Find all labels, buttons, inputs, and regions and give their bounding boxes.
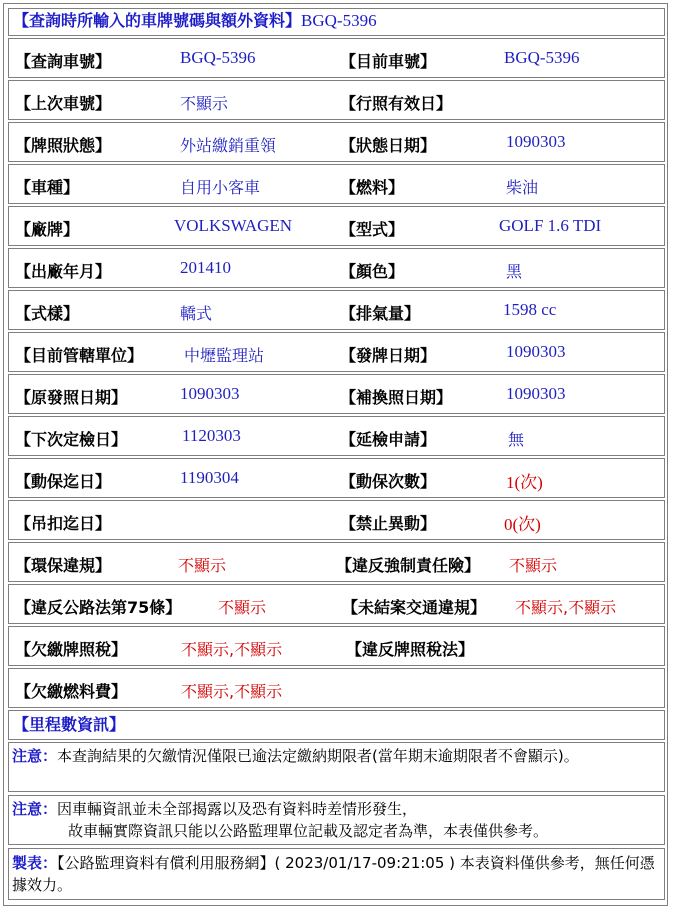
- label-unsettled-traffic-violation: 【未結案交通違規】: [342, 598, 487, 617]
- label-transfer-ban: 【禁止異動】: [340, 514, 437, 533]
- label-previous-plate: 【上次車號】: [15, 94, 112, 113]
- value-manufacture-date: 201410: [180, 258, 231, 277]
- label-unpaid-license-tax: 【欠繳牌照稅】: [15, 640, 128, 659]
- value-transfer-ban: 0(次): [504, 515, 541, 534]
- info-row: [8, 164, 665, 204]
- info-row: [8, 668, 665, 708]
- value-current-plate: BGQ-5396: [504, 48, 580, 67]
- label-lien-count: 【動保次數】: [340, 472, 437, 491]
- label-displacement: 【排氣量】: [340, 304, 421, 323]
- label-plate-issue-date: 【發牌日期】: [340, 346, 437, 365]
- mileage-section: [8, 710, 665, 740]
- value-displacement: 1598 cc: [503, 300, 557, 319]
- value-body-style: 轎式: [180, 304, 213, 323]
- label-body-style: 【式樣】: [15, 304, 80, 323]
- label-jurisdiction: 【目前管轄單位】: [15, 346, 144, 365]
- value-lien-end-date: 1190304: [180, 468, 239, 487]
- info-row: [8, 332, 665, 372]
- value-brand: VOLKSWAGEN: [174, 216, 293, 235]
- value-reissue-license-date: 1090303: [506, 384, 566, 403]
- label-current-plate: 【目前車號】: [340, 52, 437, 71]
- label-suspension-end-date: 【吊扣迄日】: [15, 514, 112, 533]
- value-model: GOLF 1.6 TDI: [499, 216, 602, 235]
- value-color: 黑: [506, 262, 523, 281]
- label-vehicle-type: 【車種】: [15, 178, 80, 197]
- note-overdue: [8, 742, 665, 792]
- note1-label: 注意：: [12, 747, 58, 765]
- value-unpaid-license-tax: 不顯示,不顯示: [181, 640, 283, 659]
- info-row: [8, 122, 665, 162]
- label-inspection-extension: 【延檢申請】: [340, 430, 437, 449]
- label-original-license-date: 【原發照日期】: [15, 388, 128, 407]
- label-license-valid-date: 【行照有效日】: [340, 94, 453, 113]
- value-unpaid-fuel-fee: 不顯示,不顯示: [181, 682, 283, 701]
- value-fuel: 柴油: [506, 178, 539, 197]
- footer-note: [8, 848, 665, 900]
- info-row: [8, 248, 665, 288]
- value-original-license-date: 1090303: [180, 384, 240, 403]
- info-row: [8, 206, 665, 246]
- label-highway-law-violation: 【違反公路法第75條】: [15, 598, 182, 617]
- info-row: [8, 374, 665, 414]
- label-license-tax-violation: 【違反牌照稅法】: [346, 640, 475, 659]
- label-plate-status: 【牌照狀態】: [15, 136, 112, 155]
- value-highway-law-violation: 不顯示: [218, 598, 267, 617]
- note-disclaimer: [8, 795, 665, 845]
- note1-text: 本查詢結果的欠繳情況僅限已逾法定繳納期限者(當年期末逾期限者不會顯示)。: [57, 747, 579, 765]
- label-unpaid-fuel-fee: 【欠繳燃料費】: [15, 682, 128, 701]
- page-title: [8, 8, 665, 36]
- label-lien-end-date: 【動保迄日】: [15, 472, 112, 491]
- value-environmental-violation: 不顯示: [178, 556, 227, 575]
- note2-line2: 故車輛實際資訊只能以公路監理單位記載及認定者為準，本表僅供參考。: [68, 822, 549, 840]
- value-inspection-extension: 無: [508, 430, 525, 449]
- note2-line1: 因車輛資訊並未全部揭露以及恐有資料時差情形發生，: [57, 800, 418, 818]
- info-row: [8, 500, 665, 540]
- value-previous-plate: 不顯示: [180, 94, 229, 113]
- info-row: [8, 458, 665, 498]
- value-plate-issue-date: 1090303: [506, 342, 566, 361]
- value-plate-status: 外站繳銷重領: [180, 136, 277, 155]
- title-plate: BGQ-5396: [301, 11, 377, 30]
- label-model: 【型式】: [340, 220, 405, 239]
- value-next-inspection: 1120303: [182, 426, 241, 445]
- label-color: 【顏色】: [340, 262, 405, 281]
- footer-label: 製表：: [12, 854, 58, 872]
- label-manufacture-date: 【出廠年月】: [15, 262, 112, 281]
- label-status-date: 【狀態日期】: [340, 136, 437, 155]
- info-row: [8, 416, 665, 456]
- info-row: [8, 290, 665, 330]
- mileage-title: 【里程數資訊】: [13, 715, 126, 734]
- footer-text: 【公路監理資料有償利用服務網】( 2023/01/17-09:21:05 ) 本表資料僅供參考，無任何憑據效力。: [12, 854, 655, 894]
- label-reissue-license-date: 【補換照日期】: [340, 388, 453, 407]
- note2-label: 注意：: [12, 800, 58, 818]
- value-insurance-violation: 不顯示: [509, 556, 558, 575]
- value-status-date: 1090303: [506, 132, 566, 151]
- info-row: [8, 542, 665, 582]
- info-row: [8, 38, 665, 78]
- title-text: 【查詢時所輸入的車牌號碼與額外資料】: [13, 11, 302, 30]
- label-brand: 【廠牌】: [15, 220, 80, 239]
- info-row: [8, 584, 665, 624]
- value-query-plate: BGQ-5396: [180, 48, 256, 67]
- label-fuel: 【燃料】: [340, 178, 405, 197]
- label-insurance-violation: 【違反強制責任險】: [336, 556, 481, 575]
- info-row: [8, 80, 665, 120]
- label-next-inspection: 【下次定檢日】: [15, 430, 128, 449]
- value-lien-count: 1(次): [506, 473, 543, 492]
- label-query-plate: 【查詢車號】: [15, 52, 112, 71]
- label-environmental-violation: 【環保違規】: [15, 556, 112, 575]
- info-row: [8, 626, 665, 666]
- value-unsettled-traffic-violation: 不顯示,不顯示: [515, 598, 617, 617]
- value-jurisdiction: 中壢監理站: [184, 346, 265, 365]
- value-vehicle-type: 自用小客車: [180, 178, 261, 197]
